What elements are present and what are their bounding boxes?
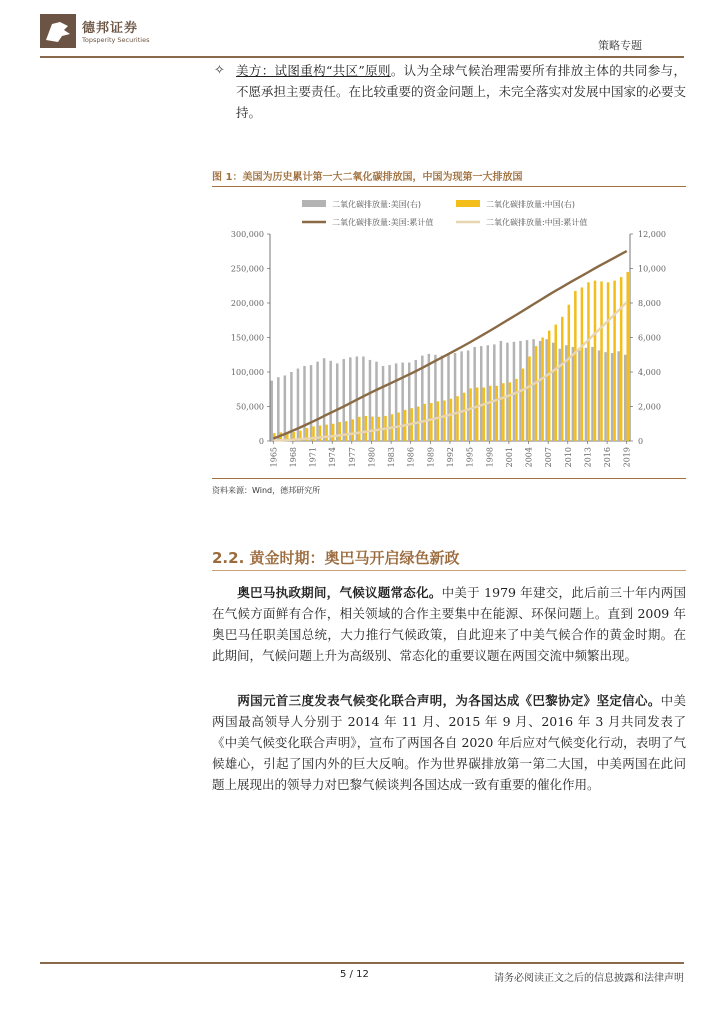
bar-china [325,425,327,441]
bar-china [515,379,517,441]
bullet-paragraph [236,60,686,123]
bar-us [604,352,606,441]
x-tick-label: 1983 [387,447,397,468]
bar-china [522,369,524,441]
bar-us [493,344,495,441]
x-tick-label: 2019 [622,447,632,468]
bar-china [574,291,576,441]
bar-us [545,339,547,441]
bar-china [613,281,615,441]
paragraph-body: 中美于 1979 年建交，此后前三十年内两国在气候方面鲜有合作，相关领域的合作主要集中在能源、环保问题上。直到 2009 年奥巴马任职美国总统，大力推行气候政策，自此迎来了中美气候合作的黄金时期。在此期间，气候问题上升为高级别、常态化的重要议题在两国交流中频繁出现。 [212,585,686,663]
bar-us [500,341,502,441]
bar-china [561,317,563,441]
bar-china [600,281,602,441]
bar-china [607,282,609,441]
x-tick-label: 2010 [563,447,573,468]
bar-china [430,403,432,441]
bar-us [526,340,528,441]
left-tick-label: 100,000 [230,368,264,377]
page-number: 5 / 12 [340,969,369,980]
x-tick-label: 1968 [288,447,298,468]
bar-us [513,342,515,441]
left-tick-label: 0 [258,437,264,446]
legend-label: 二氧化碳排放量:中国:累计值 [486,218,588,227]
section-heading: 2.2. 黄金时期：奥巴马开启绿色新政 [212,549,460,567]
bar-us [578,350,580,441]
bar-us [473,347,475,441]
right-tick-label: 2,000 [638,402,661,412]
bar-us [369,360,371,441]
bar-china [443,400,445,441]
bar-china [358,417,360,441]
bar-us [559,349,561,441]
logo-english-name: Topsperity Securities [82,36,150,44]
bar-china [463,393,465,441]
bar-us [467,350,469,441]
bar-us [349,357,351,441]
x-tick-label: 2001 [504,447,514,468]
bar-us [434,355,436,441]
bar-china [476,388,478,441]
x-tick-label: 1977 [347,447,357,468]
bar-us [624,355,626,441]
bar-us [454,353,456,441]
bar-china [345,421,347,441]
bar-china [535,346,537,441]
header-divider [40,56,684,58]
bar-china [456,396,458,441]
bar-us [336,363,338,441]
bar-china [496,386,498,441]
bar-us [277,377,279,441]
bar-us [539,341,541,441]
paragraph-obama-era [212,582,686,666]
bar-china [620,277,622,441]
disclaimer-note: 请务必阅读正文之后的信息披露和法律声明 [494,973,684,984]
right-tick-label: 6,000 [638,333,661,343]
right-tick-label: 8,000 [638,299,661,308]
bar-us [598,350,600,441]
paragraph-joint-statements [212,690,686,795]
bar-us [316,362,318,441]
report-category: 策略专题 [598,39,642,52]
bar-us [297,369,299,441]
bar-us [388,365,390,441]
bar-china [450,399,452,441]
x-tick-label: 1980 [367,447,377,468]
left-tick-label: 250,000 [230,264,264,274]
bar-us [591,347,593,441]
figure-title: 图 1：美国为历史累计第一大二氧化碳排放国，中国为现第一大排放国 [212,172,523,183]
bar-china [489,386,491,441]
bar-china [594,281,596,441]
bar-us [323,358,325,441]
x-tick-label: 2007 [544,447,554,468]
bar-china [509,382,511,441]
bullet-lead: 美方：试图重构“共区”原则 [236,63,391,78]
x-tick-label: 2004 [524,447,534,468]
footer-divider [40,962,684,964]
bar-china [338,422,340,441]
legend-swatch [456,200,480,207]
right-tick-label: 4,000 [638,368,661,377]
bar-us [395,363,397,441]
bar-china [554,325,556,441]
figure-top-rule [212,186,686,187]
bar-china [352,419,354,441]
legend-label: 二氧化碳排放量:中国(右) [486,200,575,209]
bar-china [541,338,543,442]
bar-china [626,272,628,441]
section-divider [212,570,686,571]
x-tick-label: 1965 [269,447,279,468]
bar-china [548,331,550,441]
figure-source: 资料来源：Wind，德邦研究所 [212,486,321,495]
bar-china [365,416,367,441]
logo-chinese-name: 德邦证券 [82,21,139,36]
logo-emblem-icon [40,14,76,48]
bar-us [284,375,286,441]
bar-us [303,366,305,441]
right-tick-label: 0 [638,437,644,446]
bar-us [611,353,613,441]
figure-bottom-rule [212,478,686,479]
bar-us [532,339,534,441]
bar-china [502,383,504,441]
x-tick-label: 2013 [583,447,593,468]
bar-us [447,355,449,441]
emissions-chart [212,190,686,476]
x-tick-label: 1992 [446,447,455,468]
x-tick-label: 1998 [485,447,495,468]
bar-us [552,343,554,441]
bar-china [581,287,583,441]
bar-us [506,343,508,441]
bar-china [587,282,589,441]
bar-us [480,346,482,441]
bar-us [572,347,574,441]
bar-china [528,356,530,441]
paragraph-lead: 两国元首三度发表气候变化联合声明，为各国达成《巴黎协定》坚定信心。 [237,693,661,708]
bar-china [332,424,334,441]
company-logo [40,14,200,50]
bar-us [487,345,489,441]
right-tick-label: 10,000 [638,264,666,274]
legend-swatch [302,200,326,207]
bar-china [437,401,439,441]
x-tick-label: 2016 [603,447,613,468]
bar-china [371,417,373,442]
left-tick-label: 300,000 [230,230,264,239]
bar-china [424,404,426,441]
left-tick-label: 200,000 [230,299,264,308]
left-tick-label: 150,000 [230,333,264,343]
x-tick-label: 1974 [328,447,338,468]
bar-china [469,388,471,441]
legend-label: 二氧化碳排放量:美国:累计值 [332,218,434,227]
legend-label: 二氧化碳排放量:美国(右) [332,200,421,209]
bar-us [310,365,312,441]
bar-china [568,305,570,441]
bar-us [271,381,273,441]
bar-china [482,388,484,441]
bar-us [401,363,403,441]
paragraph-lead: 奥巴马执政期间，气候议题常态化。 [237,585,442,600]
x-tick-label: 1989 [426,447,436,468]
x-tick-label: 1995 [465,447,475,468]
right-tick-label: 12,000 [638,230,666,239]
x-tick-label: 1971 [308,447,318,468]
bar-us [441,356,443,441]
x-tick-label: 1986 [406,447,416,468]
bar-us [617,351,619,441]
paragraph-body: 中美两国最高领导人分别于 2014 年 11 月、2015 年 9 月、2016 年 3 月共同发表了《中美气候变化联合声明》，宣布了两国各自 2020 年后应对气候变化行动，表明了气候雄心，引起了国内外的巨大反响。作为世界碳排放第一第二大国，中美两国在此问题上展现出的领导力对巴黎气候谈判各国达成一致有重要的催化作用。 [212,693,686,792]
bar-us [343,359,345,441]
bar-us [460,351,462,441]
diamond-bullet-icon: ✧ [214,63,225,78]
bullet-body: 。认为全球气候治理需要所有排放主体的共同参与，不愿承担主要责任。在比较重要的资金问题上，未完全落实对发展中国家的必要支持。 [236,63,687,120]
left-tick-label: 50,000 [236,402,264,412]
bar-us [428,354,430,441]
bar-us [329,361,331,441]
bar-us [362,356,364,441]
bar-us [585,348,587,441]
